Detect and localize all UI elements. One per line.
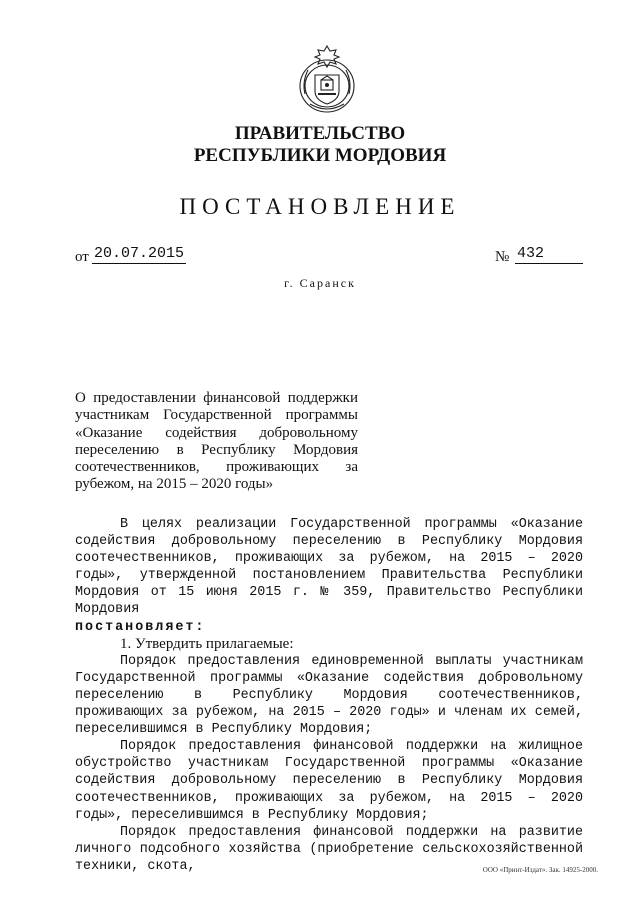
document-number: 432	[515, 245, 583, 264]
procedure-2: Порядок предоставления финансовой поддержки на жилищное обустройство участникам Государственной программы «Оказание содействия добровольному переселению в Республику Мордовия соотечественников, проживающих за рубежом, на 2015 – 2020 годы», переселившимся в Республику Мордовия;	[75, 739, 583, 823]
city: г. Саранск	[284, 276, 356, 290]
intro-text: В целях реализации Государственной программы «Оказание содействия добровольному переселению в Республику Мордовия соотечественников, проживающих за рубежом, на 2015 – 2020 годы», утвержденной постановлением Правительства Республики Мордовия от 15 июня 2015 г. № 359, Правительство Республики Мордовия	[75, 517, 583, 618]
number-sign: №	[495, 249, 510, 265]
republic-title: РЕСПУБЛИКИ МОРДОВИЯ	[193, 145, 447, 166]
resolves-word: постановляет:	[75, 619, 206, 635]
print-note: ООО «Принт-Издат». Зак. 14925-2000.	[482, 866, 598, 874]
procedure-3: Порядок предоставления финансовой поддержки на развитие личного подсобного хозяйства (приобретение сельскохозяйственной техники, скота,	[75, 824, 583, 874]
document-body	[75, 516, 583, 875]
item-1: 1. Утвердить прилагаемые:	[120, 635, 294, 652]
government-title: ПРАВИТЕЛЬСТВО	[234, 123, 406, 144]
coat-of-arms-icon	[296, 42, 358, 116]
document-type: ПОСТАНОВЛЕНИЕ	[179, 194, 461, 219]
date-prefix: от	[75, 249, 89, 265]
procedure-1: Порядок предоставления единовременной выплаты участникам Государственной программы «Оказание содействия добровольному переселению в Республику Мордовия соотечественников, проживающих за рубежом, на 2015 – 2020 годы» и членам их семей, переселившимся в Республику Мордовия;	[75, 653, 583, 738]
document-subject: О предоставлении финансовой поддержки участникам Государственной программы «Оказание содействия добровольному переселению в Республику Мордовия соотечественников, проживающих за рубежом, на 2015 – 2020 годы»	[75, 390, 358, 493]
document-date: 20.07.2015	[93, 245, 184, 262]
intro-paragraph	[75, 516, 583, 636]
